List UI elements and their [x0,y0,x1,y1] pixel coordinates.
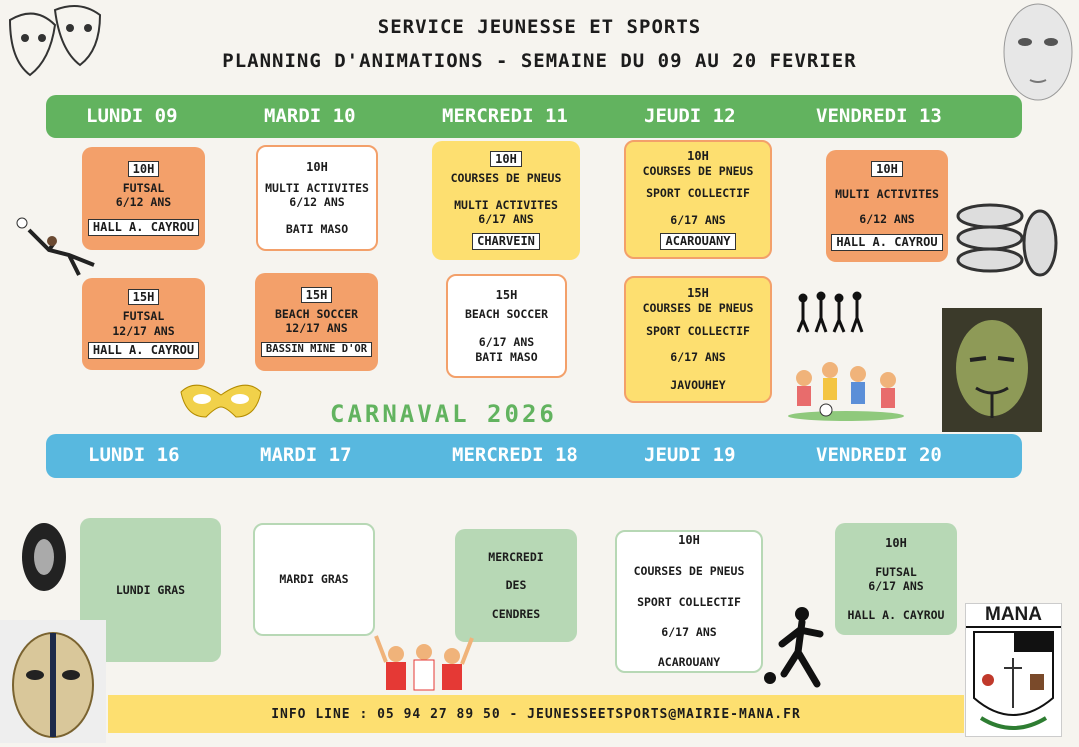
activity-jeudi-19: 10H COURSES DE PNEUS SPORT COLLECTIF 6/17 ANS ACAROUANY [615,530,763,673]
cheering-fans-image [374,632,476,692]
day-jeudi-19: JEUDI 19 [644,444,736,466]
soccer-player-image [14,215,109,280]
activity-mardi-10-am: 10H MULTI ACTIVITES 6/12 ANS BATI MASO [256,145,378,251]
activity-jeudi-12-am: 10H COURSES DE PNEUS SPORT COLLECTIF 6/17 ANS ACAROUANY [624,140,772,259]
activity-vendredi-20: 10H FUTSAL 6/17 ANS HALL A. CAYROU [835,523,957,635]
tires-image [955,198,1061,280]
day-lundi-16: LUNDI 16 [88,444,180,466]
activity-lundi-09-pm: 15H FUTSAL 12/17 ANS HALL A. CAYROU [82,278,205,370]
header-line-2: PLANNING D'ANIMATIONS - SEMAINE DU 09 AU 20 FEVRIER [222,50,857,72]
day-mercredi-18: MERCREDI 18 [452,444,578,466]
day-mardi-17: MARDI 17 [260,444,352,466]
mana-logo [965,603,1062,737]
day-vendredi-20: VENDREDI 20 [816,444,942,466]
activity-jeudi-12-pm: 15H COURSES DE PNEUS SPORT COLLECTIF 6/17 ANS JAVOUHEY [624,276,772,403]
week1-days-band [46,95,1022,138]
anonymous-mask-image [942,308,1042,432]
day-jeudi-12: JEUDI 12 [644,105,736,127]
yellow-carnival-mask-image [176,377,266,425]
activity-lundi-16: LUNDI GRAS [80,518,221,662]
theatre-masks-image [0,0,110,92]
carnaval-title: CARNAVAL 2026 [330,400,557,428]
activity-mercredi-11-am: 10H COURSES DE PNEUS MULTI ACTIVITES 6/17 ANS CHARVEIN [432,141,580,260]
white-mask-image [996,0,1079,110]
activity-mercredi-11-pm: 15H BEACH SOCCER 6/17 ANS BATI MASO [446,274,567,378]
tire-image [18,515,70,597]
day-lundi-09: LUNDI 09 [86,105,178,127]
activity-mardi-10-pm: 15H BEACH SOCCER 12/17 ANS BASSIN MINE D'OR [255,273,378,371]
venetian-mask-image [0,620,106,743]
mana-logo-text: MANA [966,604,1061,628]
activity-lundi-09-am: 10H FUTSAL 6/12 ANS HALL A. CAYROU [82,147,205,250]
activity-mercredi-18: MERCREDI DES CENDRES [455,529,577,642]
footballer-silhouette-image [762,604,832,692]
day-mercredi-11: MERCREDI 11 [442,105,568,127]
header-line-1: SERVICE JEUNESSE ET SPORTS [377,16,702,38]
day-vendredi-13: VENDREDI 13 [816,105,942,127]
activity-vendredi-13-am: 10H MULTI ACTIVITES 6/12 ANS HALL A. CAYROU [826,150,948,262]
activity-mardi-17: MARDI GRAS [253,523,375,636]
kids-playing-image [786,350,908,422]
dancers-silhouette-image [793,290,873,335]
day-mardi-10: MARDI 10 [264,105,356,127]
info-line: INFO LINE : 05 94 27 89 50 - JEUNESSEETSPORTS@MAIRIE-MANA.FR [108,695,964,733]
week2-days-band [46,434,1022,478]
